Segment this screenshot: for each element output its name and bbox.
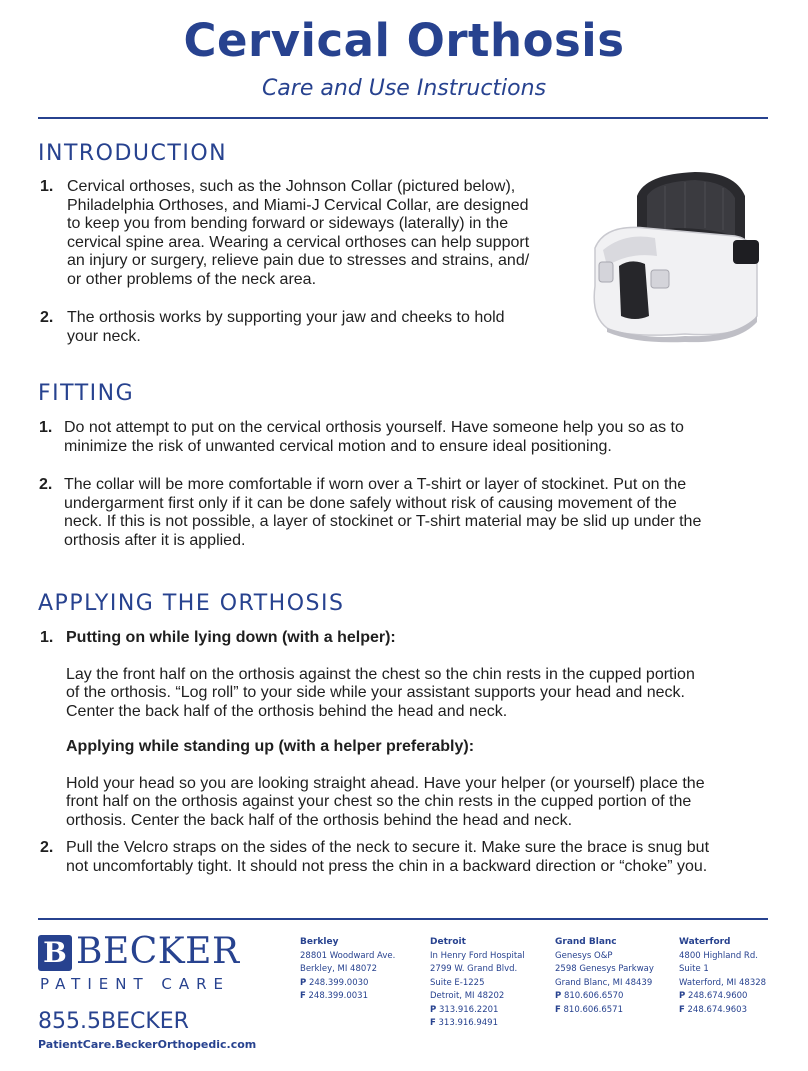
phone-line bbox=[679, 990, 799, 1004]
location-grand-blanc bbox=[555, 936, 675, 1017]
text-line: Philadelphia Orthoses, and Miami-J Cervical Collar, are designed bbox=[67, 196, 529, 214]
footer-divider bbox=[38, 918, 768, 920]
fitting-heading: FITTING bbox=[38, 381, 135, 406]
location-name: Berkley bbox=[300, 937, 339, 947]
page-title: Cervical Orthosis bbox=[183, 14, 625, 67]
phone-line bbox=[430, 1004, 550, 1018]
item-number: 2. bbox=[40, 309, 54, 326]
applying-item-1 bbox=[40, 629, 778, 830]
location-name: Grand Blanc bbox=[555, 937, 617, 947]
subheading-lying-down: Putting on while lying down (with a helper): bbox=[66, 629, 396, 646]
introduction-heading: INTRODUCTION bbox=[38, 141, 228, 166]
applying-heading: APPLYING THE ORTHOSIS bbox=[38, 591, 345, 616]
text-line: Do not attempt to put on the cervical orthosis yourself. Have someone help you so as to bbox=[64, 419, 684, 436]
location-berkley bbox=[300, 936, 420, 1004]
text-line: Center the back half of the orthosis behind the head and neck. bbox=[66, 702, 508, 720]
text-line: The collar will be more comfortable if worn over a T-shirt or layer of stockinet. Put on the bbox=[64, 476, 687, 493]
text-line: The orthosis works by supporting your jaw and cheeks to hold bbox=[67, 309, 505, 326]
address-line: Genesys O&P bbox=[555, 950, 613, 961]
text-line: front half on the orthosis against your chest so the chin rests in the cupped portion of the bbox=[66, 793, 692, 810]
text-line: cervical spine area. Wearing a cervical orthoses can help support bbox=[67, 233, 530, 251]
text-line: orthosis after it is applied. bbox=[64, 531, 246, 549]
phone-prefix: P bbox=[555, 991, 562, 1001]
subheading-standing: Applying while standing up (with a helper preferably): bbox=[66, 738, 475, 755]
introduction-item-1 bbox=[40, 178, 577, 289]
address-line: 4800 Highland Rd. bbox=[679, 950, 758, 961]
address-line: Suite E-1225 bbox=[430, 977, 485, 988]
item-number: 2. bbox=[39, 476, 53, 493]
phone-prefix: P bbox=[679, 991, 686, 1001]
paragraph-lying-down bbox=[66, 666, 778, 722]
address-line: 2598 Genesys Parkway bbox=[555, 964, 654, 974]
item-number: 1. bbox=[39, 419, 53, 436]
phone-prefix: P bbox=[300, 977, 307, 988]
phone-line bbox=[300, 977, 420, 991]
fax-line bbox=[679, 1004, 799, 1018]
location-waterford bbox=[679, 936, 799, 1017]
item-number: 1. bbox=[40, 178, 54, 195]
address-line: Suite 1 bbox=[679, 964, 709, 974]
fax-line bbox=[430, 1017, 550, 1031]
location-name: Detroit bbox=[430, 937, 466, 947]
text-line: Cervical orthoses, such as the Johnson Collar (pictured below), bbox=[67, 178, 516, 195]
paragraph-standing bbox=[66, 775, 778, 831]
fax-prefix: F bbox=[555, 1004, 561, 1015]
address-line: Detroit, MI 48202 bbox=[430, 991, 505, 1001]
address-line: Waterford, MI 48328 bbox=[679, 977, 767, 988]
fax-prefix: F bbox=[679, 1004, 685, 1015]
text-line: to keep you from bending forward or sideways (laterally) in the bbox=[67, 215, 509, 232]
text-line: an injury or surgery, relieve pain due to stresses and strains, and/ bbox=[67, 252, 530, 269]
logo-subtitle: PATIENT CARE bbox=[40, 975, 231, 993]
address-line: Berkley, MI 48072 bbox=[300, 964, 378, 974]
text-line: orthosis. Center the back half of the orthosis behind the head and neck. bbox=[66, 811, 573, 829]
fax-prefix: F bbox=[300, 991, 306, 1001]
address-line: Grand Blanc, MI 48439 bbox=[555, 977, 653, 988]
address-line: 28801 Woodward Ave. bbox=[300, 950, 396, 961]
item-number: 1. bbox=[40, 629, 54, 646]
introduction-item-2 bbox=[40, 309, 577, 346]
logo-wordmark: BECKER bbox=[76, 931, 240, 972]
fax-number: 810.606.6571 bbox=[563, 1004, 623, 1015]
page-subtitle: Care and Use Instructions bbox=[261, 76, 547, 101]
fitting-item-1 bbox=[39, 419, 774, 456]
address-line: In Henry Ford Hospital bbox=[430, 950, 525, 961]
website-link[interactable]: PatientCare.BeckerOrthopedic.com bbox=[38, 1038, 257, 1051]
text-line: not uncomfortably tight. It should not press the chin in a backward direction or “choke” you. bbox=[66, 857, 708, 875]
phone-prefix: P bbox=[430, 1004, 437, 1015]
fax-number: 313.916.9491 bbox=[438, 1018, 498, 1028]
phone-number: 313.916.2201 bbox=[438, 1004, 499, 1015]
logo-mark-icon: B bbox=[38, 935, 72, 971]
fax-prefix: F bbox=[430, 1018, 436, 1028]
becker-logo bbox=[38, 931, 248, 995]
applying-item-2 bbox=[40, 839, 778, 876]
text-line: Hold your head so you are looking straight ahead. Have your helper (or yourself) place the bbox=[66, 774, 705, 792]
fax-line bbox=[300, 990, 420, 1004]
header-divider bbox=[38, 117, 768, 119]
phone-line bbox=[555, 990, 675, 1004]
address-line: 2799 W. Grand Blvd. bbox=[430, 964, 518, 974]
text-line: Lay the front half on the orthosis against the chest so the chin rests in the cupped portion bbox=[66, 665, 695, 683]
fax-number: 248.399.0031 bbox=[308, 991, 368, 1001]
location-name: Waterford bbox=[679, 937, 731, 947]
phone-number: 248.674.9600 bbox=[687, 991, 748, 1001]
text-line: of the orthosis. “Log roll” to your side while your assistant supports your head and neck. bbox=[66, 684, 685, 701]
text-line: your neck. bbox=[67, 327, 141, 345]
cervical-collar-image bbox=[585, 166, 765, 346]
text-line: Pull the Velcro straps on the sides of the neck to secure it. Make sure the brace is snug but bbox=[66, 839, 710, 856]
fax-line bbox=[555, 1004, 675, 1018]
main-phone: 855.5BECKER bbox=[38, 1009, 189, 1034]
location-detroit bbox=[430, 936, 550, 1031]
text-line: minimize the risk of unwanted cervical motion and to ensure ideal positioning. bbox=[64, 437, 612, 455]
phone-number: 248.399.0030 bbox=[308, 977, 369, 988]
text-line: neck. If this is not possible, a layer of stockinet or T-shirt material may be slid up under the bbox=[64, 513, 702, 530]
fax-number: 248.674.9603 bbox=[687, 1004, 747, 1015]
text-line: or other problems of the neck area. bbox=[67, 270, 317, 288]
item-number: 2. bbox=[40, 839, 54, 856]
text-line: undergarment first only if it can be done safely without risk of causing movement of the bbox=[64, 494, 677, 512]
fitting-item-2 bbox=[39, 476, 774, 550]
phone-number: 810.606.6570 bbox=[563, 991, 624, 1001]
